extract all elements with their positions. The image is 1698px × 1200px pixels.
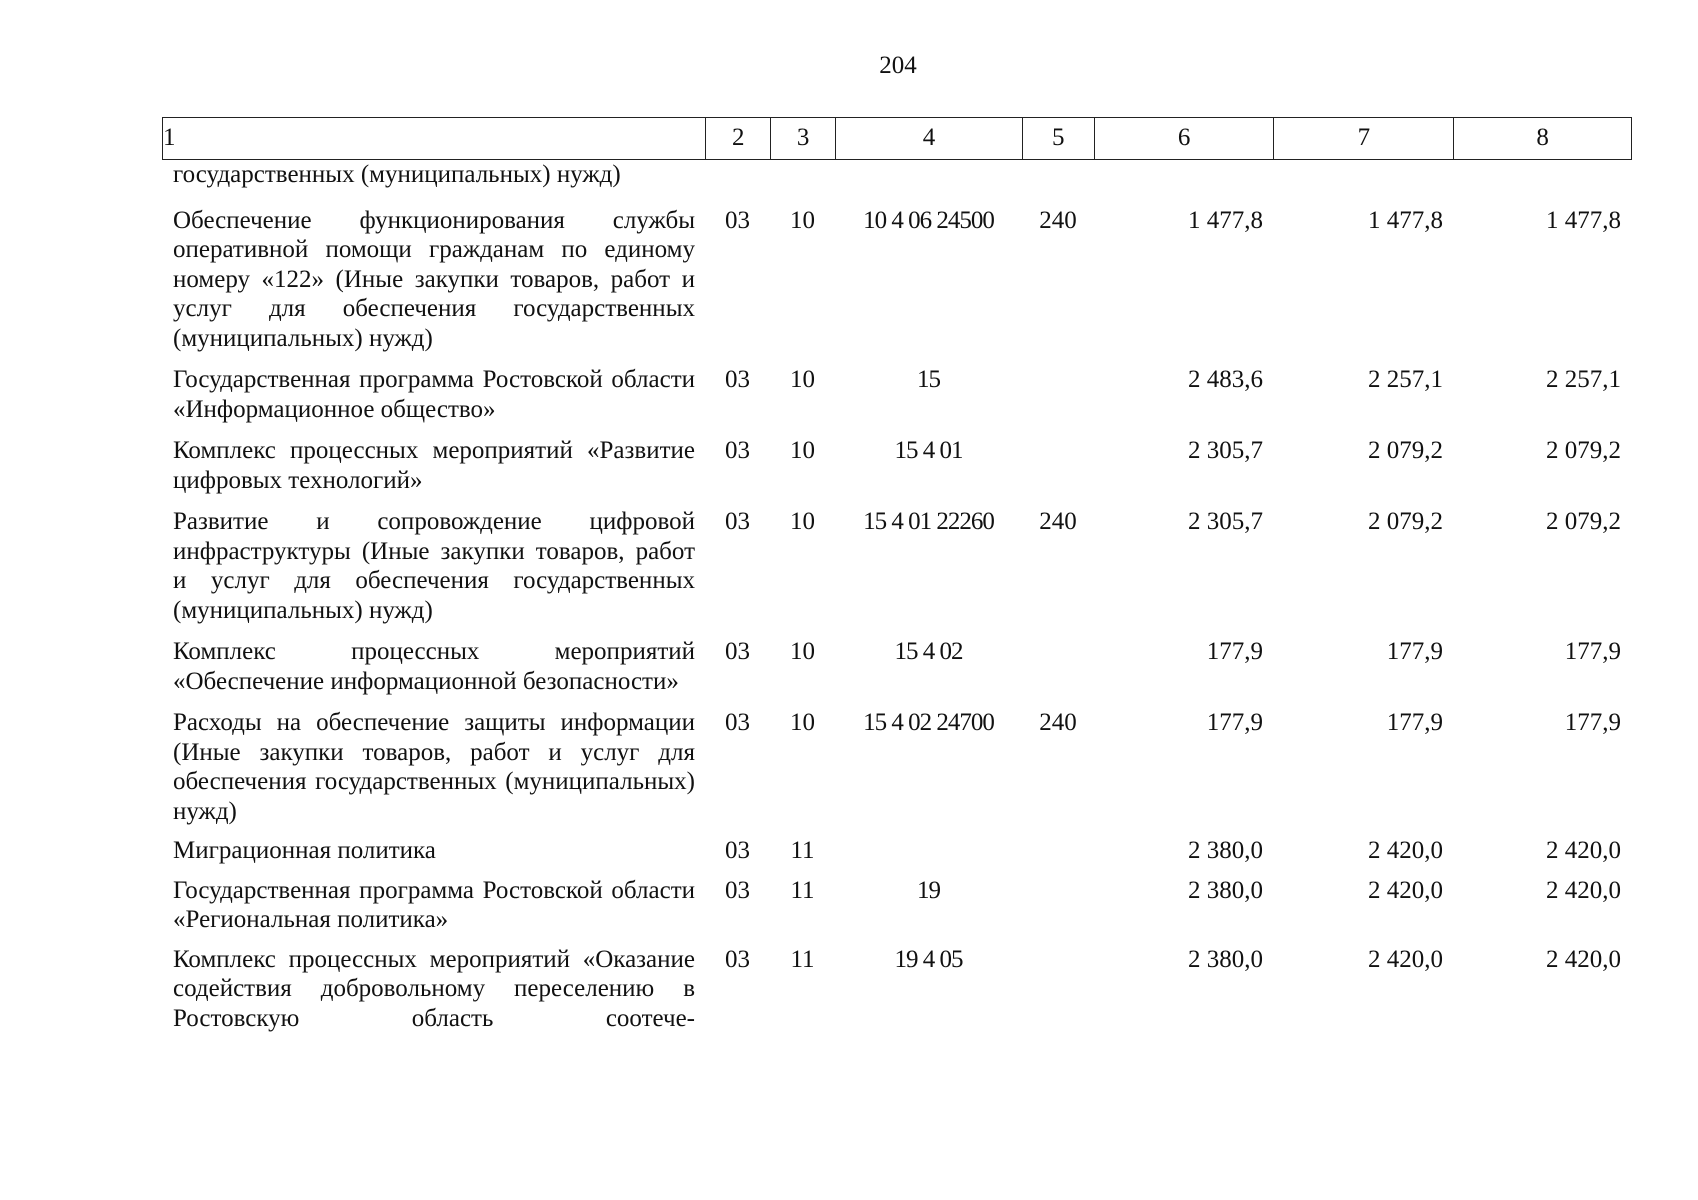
row-subsection: 10 <box>790 206 815 234</box>
row-amount-8: 2 079,2 <box>1546 508 1621 535</box>
row-subsection: 10 <box>790 437 815 464</box>
row-amount-7: 2 079,2 <box>1368 508 1443 535</box>
row-name: Расходы на обеспечение защиты информации (Иные закупки товаров, работ и услуг для обеспечения государственных (муниципальных) нужд) <box>173 709 695 825</box>
row-amount-6: 2 380,0 <box>1188 945 1263 973</box>
row-amount-6 <box>1094 160 1274 190</box>
row-amount-8 <box>1454 160 1632 190</box>
table-row <box>162 876 1632 935</box>
row-amount-8: 2 420,0 <box>1546 945 1621 973</box>
header-col-5: 5 <box>1022 118 1094 159</box>
row-subsection: 10 <box>790 508 815 535</box>
row-amount-7: 2 079,2 <box>1368 437 1443 464</box>
row-name: Государственная программа Ростовской области «Региональная политика» <box>173 876 695 933</box>
row-subsection: 10 <box>790 366 815 393</box>
row-target-code <box>835 160 1022 190</box>
row-amount-6: 2 380,0 <box>1188 876 1263 904</box>
row-section: 03 <box>725 638 750 665</box>
row-amount-7: 2 420,0 <box>1368 945 1443 973</box>
row-section: 03 <box>725 876 750 904</box>
row-amount-6: 177,9 <box>1206 638 1263 665</box>
row-amount-7: 177,9 <box>1386 638 1443 665</box>
row-amount-7: 1 477,8 <box>1368 206 1443 234</box>
row-name: Развитие и сопровождение цифровой инфраструктуры (Иные закупки товаров, работ и услуг для обеспечения государственных (муниципальных) нужд) <box>173 508 695 624</box>
row-amount-8: 1 477,8 <box>1546 206 1621 234</box>
row-target-code <box>835 836 1022 866</box>
row-amount-8: 2 420,0 <box>1546 837 1621 864</box>
row-expense-type <box>1022 436 1094 495</box>
row-amount-6: 1 477,8 <box>1188 206 1263 234</box>
row-subsection: 11 <box>790 945 815 973</box>
row-subsection <box>770 160 835 190</box>
row-name: Обеспечение функционирования службы оперативной помощи гражданам по единому номеру «122» (Иные закупки товаров, работ и услуг для обеспечения государственных (муниципальных) нужд) <box>173 206 695 352</box>
row-section: 03 <box>725 437 750 464</box>
header-col-3: 3 <box>770 118 835 159</box>
row-amount-7: 2 420,0 <box>1368 837 1443 864</box>
row-name: Миграционная политика <box>173 837 436 864</box>
row-section: 03 <box>725 206 750 234</box>
row-name: государственных (муниципальных) нужд) <box>173 161 621 188</box>
row-expense-type <box>1022 160 1094 190</box>
table-row <box>162 507 1632 625</box>
row-target-code: 15 4 02 <box>894 638 963 665</box>
table-row <box>162 637 1632 696</box>
row-section: 03 <box>725 709 750 736</box>
row-subsection: 11 <box>790 837 815 864</box>
row-name: Комплекс процессных мероприятий «Оказание содействия добровольному переселению в Ростовскую область соотече- <box>173 945 695 1032</box>
row-amount-8: 2 079,2 <box>1546 437 1621 464</box>
table-row <box>162 945 1632 1034</box>
row-amount-6: 177,9 <box>1206 709 1263 736</box>
row-amount-7: 2 420,0 <box>1368 876 1443 904</box>
page-number: 204 <box>879 52 917 79</box>
row-expense-type <box>1022 365 1094 424</box>
row-expense-type: 240 <box>1039 206 1077 234</box>
row-target-code: 10 4 06 24500 <box>863 206 994 234</box>
row-section: 03 <box>725 366 750 393</box>
header-col-2: 2 <box>705 118 770 159</box>
row-expense-type: 240 <box>1039 508 1077 535</box>
table-row <box>162 708 1632 826</box>
row-subsection: 10 <box>790 709 815 736</box>
row-target-code: 19 4 05 <box>894 945 963 973</box>
header-col-8: 8 <box>1453 118 1631 159</box>
budget-table <box>162 117 1632 1033</box>
row-subsection: 11 <box>790 876 815 904</box>
row-amount-8: 177,9 <box>1564 638 1621 665</box>
row-name: Комплекс процессных мероприятий «Обеспечение информационной безопасности» <box>173 638 695 695</box>
table-row <box>162 160 1632 190</box>
row-amount-6: 2 305,7 <box>1188 437 1263 464</box>
row-expense-type <box>1022 945 1094 1034</box>
table-row <box>162 836 1632 866</box>
row-section <box>705 160 770 190</box>
row-expense-type <box>1022 637 1094 696</box>
row-target-code: 15 4 01 <box>894 437 963 464</box>
table-row <box>162 206 1632 354</box>
row-name: Комплекс процессных мероприятий «Развитие цифровых технологий» <box>173 437 695 494</box>
table-row <box>162 365 1632 424</box>
row-amount-7 <box>1274 160 1454 190</box>
row-section: 03 <box>725 508 750 535</box>
row-section: 03 <box>725 837 750 864</box>
row-amount-6: 2 483,6 <box>1188 366 1263 393</box>
header-col-6: 6 <box>1094 118 1274 159</box>
row-amount-8: 2 420,0 <box>1546 876 1621 904</box>
row-subsection: 10 <box>790 638 815 665</box>
row-target-code: 15 <box>917 366 940 393</box>
header-col-1: 1 <box>163 124 176 151</box>
row-expense-type <box>1022 836 1094 866</box>
row-amount-8: 2 257,1 <box>1546 366 1621 393</box>
row-amount-7: 2 257,1 <box>1368 366 1443 393</box>
row-amount-6: 2 380,0 <box>1188 837 1263 864</box>
row-expense-type <box>1022 876 1094 935</box>
header-col-7: 7 <box>1273 118 1453 159</box>
row-target-code: 15 4 01 22260 <box>863 508 994 535</box>
row-target-code: 19 <box>917 876 940 904</box>
row-name: Государственная программа Ростовской области «Информационное общество» <box>173 366 695 423</box>
row-amount-8: 177,9 <box>1564 709 1621 736</box>
table-row <box>162 436 1632 495</box>
row-expense-type: 240 <box>1039 709 1077 736</box>
row-amount-6: 2 305,7 <box>1188 508 1263 535</box>
header-col-4: 4 <box>835 118 1022 159</box>
row-section: 03 <box>725 945 750 973</box>
table-header-row <box>162 117 1632 160</box>
row-target-code: 15 4 02 24700 <box>863 709 994 736</box>
row-amount-7: 177,9 <box>1386 709 1443 736</box>
